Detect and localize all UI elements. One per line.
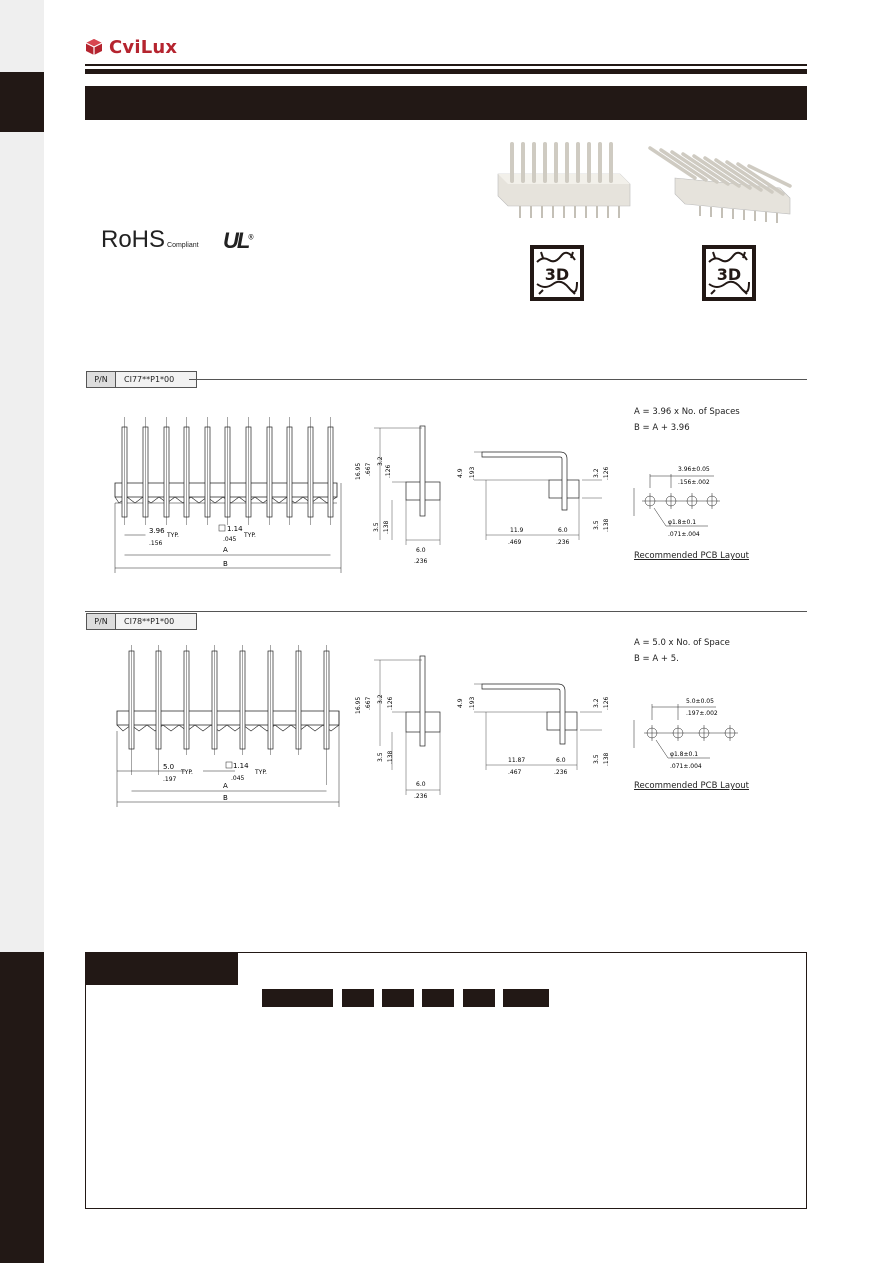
rohs-compliant-text: Compliant [167,242,199,249]
header-rule-thick [85,69,807,74]
width-mm: 6.0 [416,781,426,788]
tail-mm: 3.5 [593,520,600,530]
height-mm: 16.95 [355,462,362,480]
pn-value: CI78**P1*00 [124,617,175,626]
pn-value: CI77**P1*00 [124,375,175,384]
tail-in: .138 [603,518,610,532]
pcb-layout-ci77 [630,458,760,550]
3d-model-icon-right-angle[interactable] [701,244,757,302]
top-mm: 4.9 [457,468,464,478]
ul-logo [223,228,254,254]
top-in: .193 [469,696,476,710]
pn-key: P/N [87,372,116,387]
pin-in: .045 [231,775,245,782]
title-bar [85,86,807,120]
pin-mm: 1.14 [233,762,249,770]
right-angle-header-photo [645,136,815,226]
pcb-pitch-in: .197±.002 [686,710,718,717]
h2-in: .126 [385,464,392,478]
brand-logo [85,36,177,58]
width-in: .236 [414,793,428,800]
side-view-ci78 [352,650,452,805]
typ-label: TYP. [167,532,179,539]
width-mm: 6.0 [556,757,566,764]
code-segment-series [262,989,333,1007]
formula-a: A = 3.96 x No. of Spaces [634,407,740,417]
tail-mm: 3.5 [593,754,600,764]
section-divider [189,379,807,380]
pcb-layout-ci78 [630,690,760,782]
pcb-hole-in: .071±.004 [668,531,700,538]
rohs-text: RoHS [101,226,166,253]
h2-in: .126 [603,696,610,710]
code-segment-5 [503,989,549,1007]
side-tab-top [0,72,44,132]
ul-text: UL [223,228,249,253]
front-view-ci77 [105,415,355,580]
typ-label: TYP. [255,769,267,776]
front-view-ci78 [105,643,355,808]
width-in: .236 [414,558,428,565]
formula-b: B = A + 3.96 [634,423,690,433]
top-in: .193 [469,466,476,480]
badge-3d-label: 3D [716,265,742,284]
h2-mm: 3.2 [593,468,600,478]
pin-mm: 1.14 [227,525,243,533]
length-mm: 11.87 [508,757,526,764]
pn-key: P/N [87,614,116,629]
pcb-hole-mm: φ1.8±0.1 [670,751,699,758]
width-mm: 6.0 [416,547,426,554]
pitch-mm: 5.0 [163,763,175,771]
code-segment-3 [422,989,454,1007]
typ-label: TYP. [244,532,256,539]
width-in: .236 [554,769,568,776]
formula-a: A = 5.0 x No. of Space [634,638,730,648]
length-mm: 11.9 [510,527,524,534]
pcb-hole-in: .071±.004 [670,763,702,770]
rohs-logo [101,226,199,254]
tail-mm: 3.5 [373,522,380,532]
code-segment-2 [382,989,414,1007]
h2-in: .126 [603,466,610,480]
tail-in: .138 [387,750,394,764]
code-segment-1 [342,989,374,1007]
length-in: .469 [508,539,522,546]
cube-logo-icon [85,38,103,56]
h2-mm: 3.2 [377,694,384,704]
pcb-pitch-mm: 5.0±0.05 [686,698,714,705]
length-in: .467 [508,769,522,776]
pcb-hole-mm: φ1.8±0.1 [668,519,697,526]
ul-mark: ® [248,234,254,242]
badge-3d-label: 3D [544,265,570,284]
pitch-mm: 3.96 [149,527,165,535]
height-in: .667 [365,462,372,476]
formula-block-ci77 [634,404,740,436]
width-mm: 6.0 [558,527,568,534]
ordering-info-tab [85,952,238,985]
pn-box-ci78 [86,613,197,630]
right-angle-view-ci77 [452,440,622,555]
tail-mm: 3.5 [377,752,384,762]
tail-in: .138 [383,520,390,534]
h2-mm: 3.2 [377,456,384,466]
formula-b: B = A + 5. [634,654,679,664]
h2-mm: 3.2 [593,698,600,708]
height-mm: 16.95 [355,696,362,714]
pin-in: .045 [223,536,237,543]
top-mm: 4.9 [457,698,464,708]
side-tab-bottom [0,952,44,1263]
typ-label: TYP. [181,769,193,776]
header-rule-thin [85,64,807,66]
pitch-in: .197 [163,776,177,783]
width-in: .236 [556,539,570,546]
dim-b-label: B [223,794,228,802]
dim-b-label: B [223,560,228,568]
pitch-in: .156 [149,540,163,547]
right-angle-view-ci78 [452,672,622,787]
h2-in: .126 [387,696,394,710]
brand-name: CviLux [109,36,178,58]
height-in: .667 [365,696,372,710]
pcb-layout-label: Recommended PCB Layout [634,551,750,561]
pn-box-ci77 [86,371,197,388]
pcb-layout-label: Recommended PCB Layout [634,781,750,791]
pcb-pitch-mm: 3.96±0.05 [678,466,710,473]
tail-in: .138 [603,752,610,766]
straight-header-photo [490,136,640,226]
3d-model-icon-straight[interactable] [529,244,585,302]
dim-a-label: A [223,782,228,790]
section-divider [85,611,807,612]
formula-block-ci78 [634,635,730,667]
code-segment-4 [463,989,495,1007]
pcb-pitch-in: .156±.002 [678,479,710,486]
dim-a-label: A [223,546,228,554]
side-view-ci77 [352,420,452,570]
